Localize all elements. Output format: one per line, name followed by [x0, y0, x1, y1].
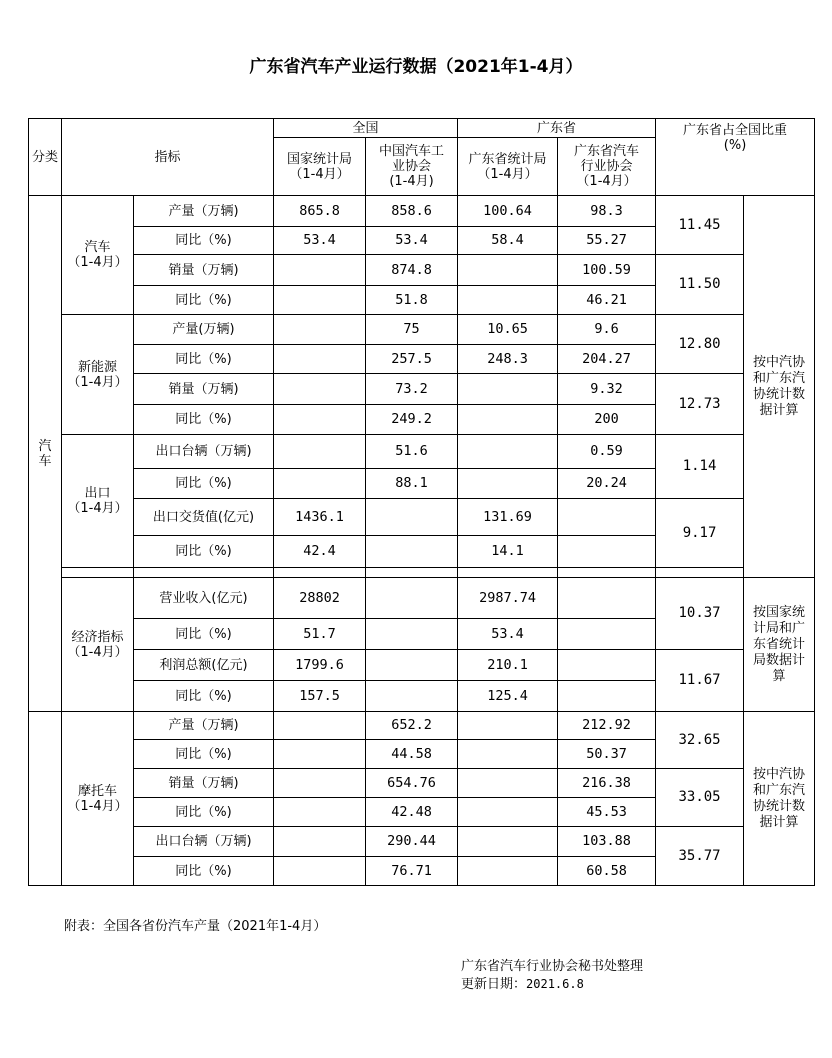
value-gdstats: 100.64	[458, 196, 558, 227]
share-value: 35.77	[656, 827, 744, 886]
value-caam: 51.6	[366, 435, 458, 469]
value-gdaam: 100.59	[558, 255, 656, 286]
gap-cell	[366, 568, 458, 578]
value-gdstats: 58.4	[458, 227, 558, 255]
gap-cell	[134, 568, 274, 578]
update-value: 2021.6.8	[526, 977, 584, 991]
value-caam: 858.6	[366, 196, 458, 227]
page-title: 广东省汽车产业运行数据（2021年1-4月）	[249, 57, 583, 77]
table-row	[29, 435, 815, 469]
value-gdstats	[458, 769, 558, 798]
value-nbs	[274, 255, 366, 286]
data-table	[28, 118, 815, 886]
value-gdstats: 53.4	[458, 619, 558, 650]
table-row	[29, 578, 815, 619]
gap-cell	[274, 568, 366, 578]
value-gdaam: 46.21	[558, 286, 656, 315]
value-caam: 44.58	[366, 740, 458, 769]
section-moto: 摩托车 （1-4月）	[62, 712, 134, 886]
share-value: 12.73	[656, 374, 744, 435]
method-note: 按中汽协 和广东汽 协统计数 据计算	[744, 712, 815, 886]
indicator-label: 同比（%)	[134, 798, 274, 827]
value-caam	[366, 578, 458, 619]
value-gdstats: 248.3	[458, 345, 558, 374]
header-national: 全国	[274, 119, 458, 138]
header-category: 分类	[29, 119, 62, 196]
share-value: 1.14	[656, 435, 744, 499]
value-caam: 42.48	[366, 798, 458, 827]
value-gdstats	[458, 435, 558, 469]
value-gdstats	[458, 469, 558, 499]
indicator-label: 利润总额(亿元)	[134, 650, 274, 681]
gap-row	[29, 568, 815, 578]
share-value: 11.45	[656, 196, 744, 255]
value-nbs: 157.5	[274, 681, 366, 712]
share-value: 11.50	[656, 255, 744, 315]
value-nbs	[274, 712, 366, 740]
value-gdstats	[458, 712, 558, 740]
header-caam: 中国汽车工 业协会 (1-4月)	[366, 138, 458, 196]
update-date	[461, 973, 584, 992]
value-nbs	[274, 857, 366, 886]
section-nev: 新能源 （1-4月）	[62, 315, 134, 435]
value-caam: 51.8	[366, 286, 458, 315]
value-gdaam	[558, 536, 656, 568]
value-gdaam: 9.32	[558, 374, 656, 405]
value-caam: 53.4	[366, 227, 458, 255]
value-nbs	[274, 740, 366, 769]
table-row	[29, 769, 815, 798]
value-nbs: 865.8	[274, 196, 366, 227]
indicator-label: 同比（%)	[134, 857, 274, 886]
header-gdaam: 广东省汽车 行业协会 （1-4月）	[558, 138, 656, 196]
header-indicator: 指标	[62, 119, 274, 196]
value-gdaam: 20.24	[558, 469, 656, 499]
gap-cell	[558, 568, 656, 578]
update-label: 更新日期：	[461, 977, 527, 992]
value-nbs	[274, 469, 366, 499]
value-gdstats: 14.1	[458, 536, 558, 568]
indicator-label: 同比（%)	[134, 405, 274, 435]
value-nbs	[274, 286, 366, 315]
value-gdaam: 103.88	[558, 827, 656, 857]
header-nbs: 国家统计局 （1-4月）	[274, 138, 366, 196]
table-row	[29, 374, 815, 405]
table-row	[29, 315, 815, 345]
value-gdaam	[558, 578, 656, 619]
value-gdaam	[558, 619, 656, 650]
value-nbs: 53.4	[274, 227, 366, 255]
value-gdstats: 210.1	[458, 650, 558, 681]
indicator-label: 同比（%)	[134, 681, 274, 712]
value-caam	[366, 536, 458, 568]
section-car: 汽车 （1-4月）	[62, 196, 134, 315]
category-auto: 汽 车	[29, 196, 62, 712]
value-caam: 88.1	[366, 469, 458, 499]
indicator-label: 同比（%)	[134, 740, 274, 769]
table-row	[29, 650, 815, 681]
value-caam: 73.2	[366, 374, 458, 405]
value-gdstats	[458, 857, 558, 886]
table-row	[29, 255, 815, 286]
indicator-label: 同比（%)	[134, 286, 274, 315]
indicator-label: 产量（万辆)	[134, 196, 274, 227]
section-econ: 经济指标 （1-4月）	[62, 578, 134, 712]
value-caam: 290.44	[366, 827, 458, 857]
value-gdstats	[458, 405, 558, 435]
value-gdstats: 131.69	[458, 499, 558, 536]
indicator-label: 产量（万辆)	[134, 712, 274, 740]
value-gdaam: 45.53	[558, 798, 656, 827]
value-gdaam	[558, 499, 656, 536]
value-gdstats	[458, 827, 558, 857]
value-caam	[366, 619, 458, 650]
value-nbs	[274, 827, 366, 857]
indicator-label: 同比（%)	[134, 227, 274, 255]
value-gdaam: 204.27	[558, 345, 656, 374]
indicator-label: 销量（万辆)	[134, 374, 274, 405]
value-caam: 652.2	[366, 712, 458, 740]
indicator-label: 销量（万辆)	[134, 255, 274, 286]
value-gdaam: 55.27	[558, 227, 656, 255]
value-gdstats: 125.4	[458, 681, 558, 712]
gap-cell	[656, 568, 744, 578]
table-row	[29, 196, 815, 227]
value-nbs	[274, 374, 366, 405]
value-caam	[366, 681, 458, 712]
header-gdstats: 广东省统计局 （1-4月）	[458, 138, 558, 196]
value-gdaam	[558, 681, 656, 712]
value-gdstats	[458, 740, 558, 769]
value-caam: 76.71	[366, 857, 458, 886]
share-value: 11.67	[656, 650, 744, 712]
value-caam: 249.2	[366, 405, 458, 435]
value-caam: 257.5	[366, 345, 458, 374]
value-gdaam: 60.58	[558, 857, 656, 886]
value-gdaam	[558, 650, 656, 681]
value-nbs	[274, 405, 366, 435]
value-caam: 874.8	[366, 255, 458, 286]
indicator-label: 同比（%)	[134, 536, 274, 568]
value-gdstats	[458, 255, 558, 286]
value-nbs	[274, 769, 366, 798]
indicator-label: 出口台辆（万辆)	[134, 435, 274, 469]
gap-cell	[458, 568, 558, 578]
category-moto-blank	[29, 712, 62, 886]
indicator-label: 同比（%)	[134, 345, 274, 374]
indicator-label: 出口台辆（万辆)	[134, 827, 274, 857]
share-value: 10.37	[656, 578, 744, 650]
value-nbs	[274, 315, 366, 345]
value-gdaam: 0.59	[558, 435, 656, 469]
value-caam: 654.76	[366, 769, 458, 798]
indicator-label: 销量（万辆)	[134, 769, 274, 798]
value-gdaam: 50.37	[558, 740, 656, 769]
value-caam: 75	[366, 315, 458, 345]
value-gdstats: 10.65	[458, 315, 558, 345]
table-row	[29, 827, 815, 857]
indicator-label: 营业收入(亿元)	[134, 578, 274, 619]
share-value: 9.17	[656, 499, 744, 568]
value-nbs: 1436.1	[274, 499, 366, 536]
organizer: 广东省汽车行业协会秘书处整理	[461, 959, 644, 974]
value-gdstats	[458, 286, 558, 315]
share-value: 12.80	[656, 315, 744, 374]
method-note: 按国家统 计局和广 东省统计 局数据计 算	[744, 578, 815, 712]
value-caam	[366, 499, 458, 536]
value-nbs: 51.7	[274, 619, 366, 650]
value-nbs: 28802	[274, 578, 366, 619]
footnote: 附表：全国各省份汽车产量（2021年1-4月）	[64, 919, 327, 934]
table-row	[29, 499, 815, 536]
section-export: 出口 （1-4月）	[62, 435, 134, 568]
gap-cell	[62, 568, 134, 578]
value-gdaam: 98.3	[558, 196, 656, 227]
value-gdstats	[458, 374, 558, 405]
indicator-label: 产量(万辆)	[134, 315, 274, 345]
value-nbs: 1799.6	[274, 650, 366, 681]
value-nbs: 42.4	[274, 536, 366, 568]
indicator-label: 同比（%)	[134, 619, 274, 650]
share-value: 32.65	[656, 712, 744, 769]
value-gdaam: 200	[558, 405, 656, 435]
value-nbs	[274, 345, 366, 374]
value-gdstats	[458, 798, 558, 827]
indicator-label: 同比（%)	[134, 469, 274, 499]
header-guangdong: 广东省	[458, 119, 656, 138]
value-caam	[366, 650, 458, 681]
value-nbs	[274, 435, 366, 469]
value-nbs	[274, 798, 366, 827]
value-gdaam: 216.38	[558, 769, 656, 798]
indicator-label: 出口交货值(亿元)	[134, 499, 274, 536]
method-note: 按中汽协 和广东汽 协统计数 据计算	[744, 196, 815, 578]
header-share: 广东省占全国比重 (%)	[656, 119, 815, 196]
value-gdaam: 9.6	[558, 315, 656, 345]
table-row	[29, 712, 815, 740]
share-value: 33.05	[656, 769, 744, 827]
value-gdaam: 212.92	[558, 712, 656, 740]
value-gdstats: 2987.74	[458, 578, 558, 619]
